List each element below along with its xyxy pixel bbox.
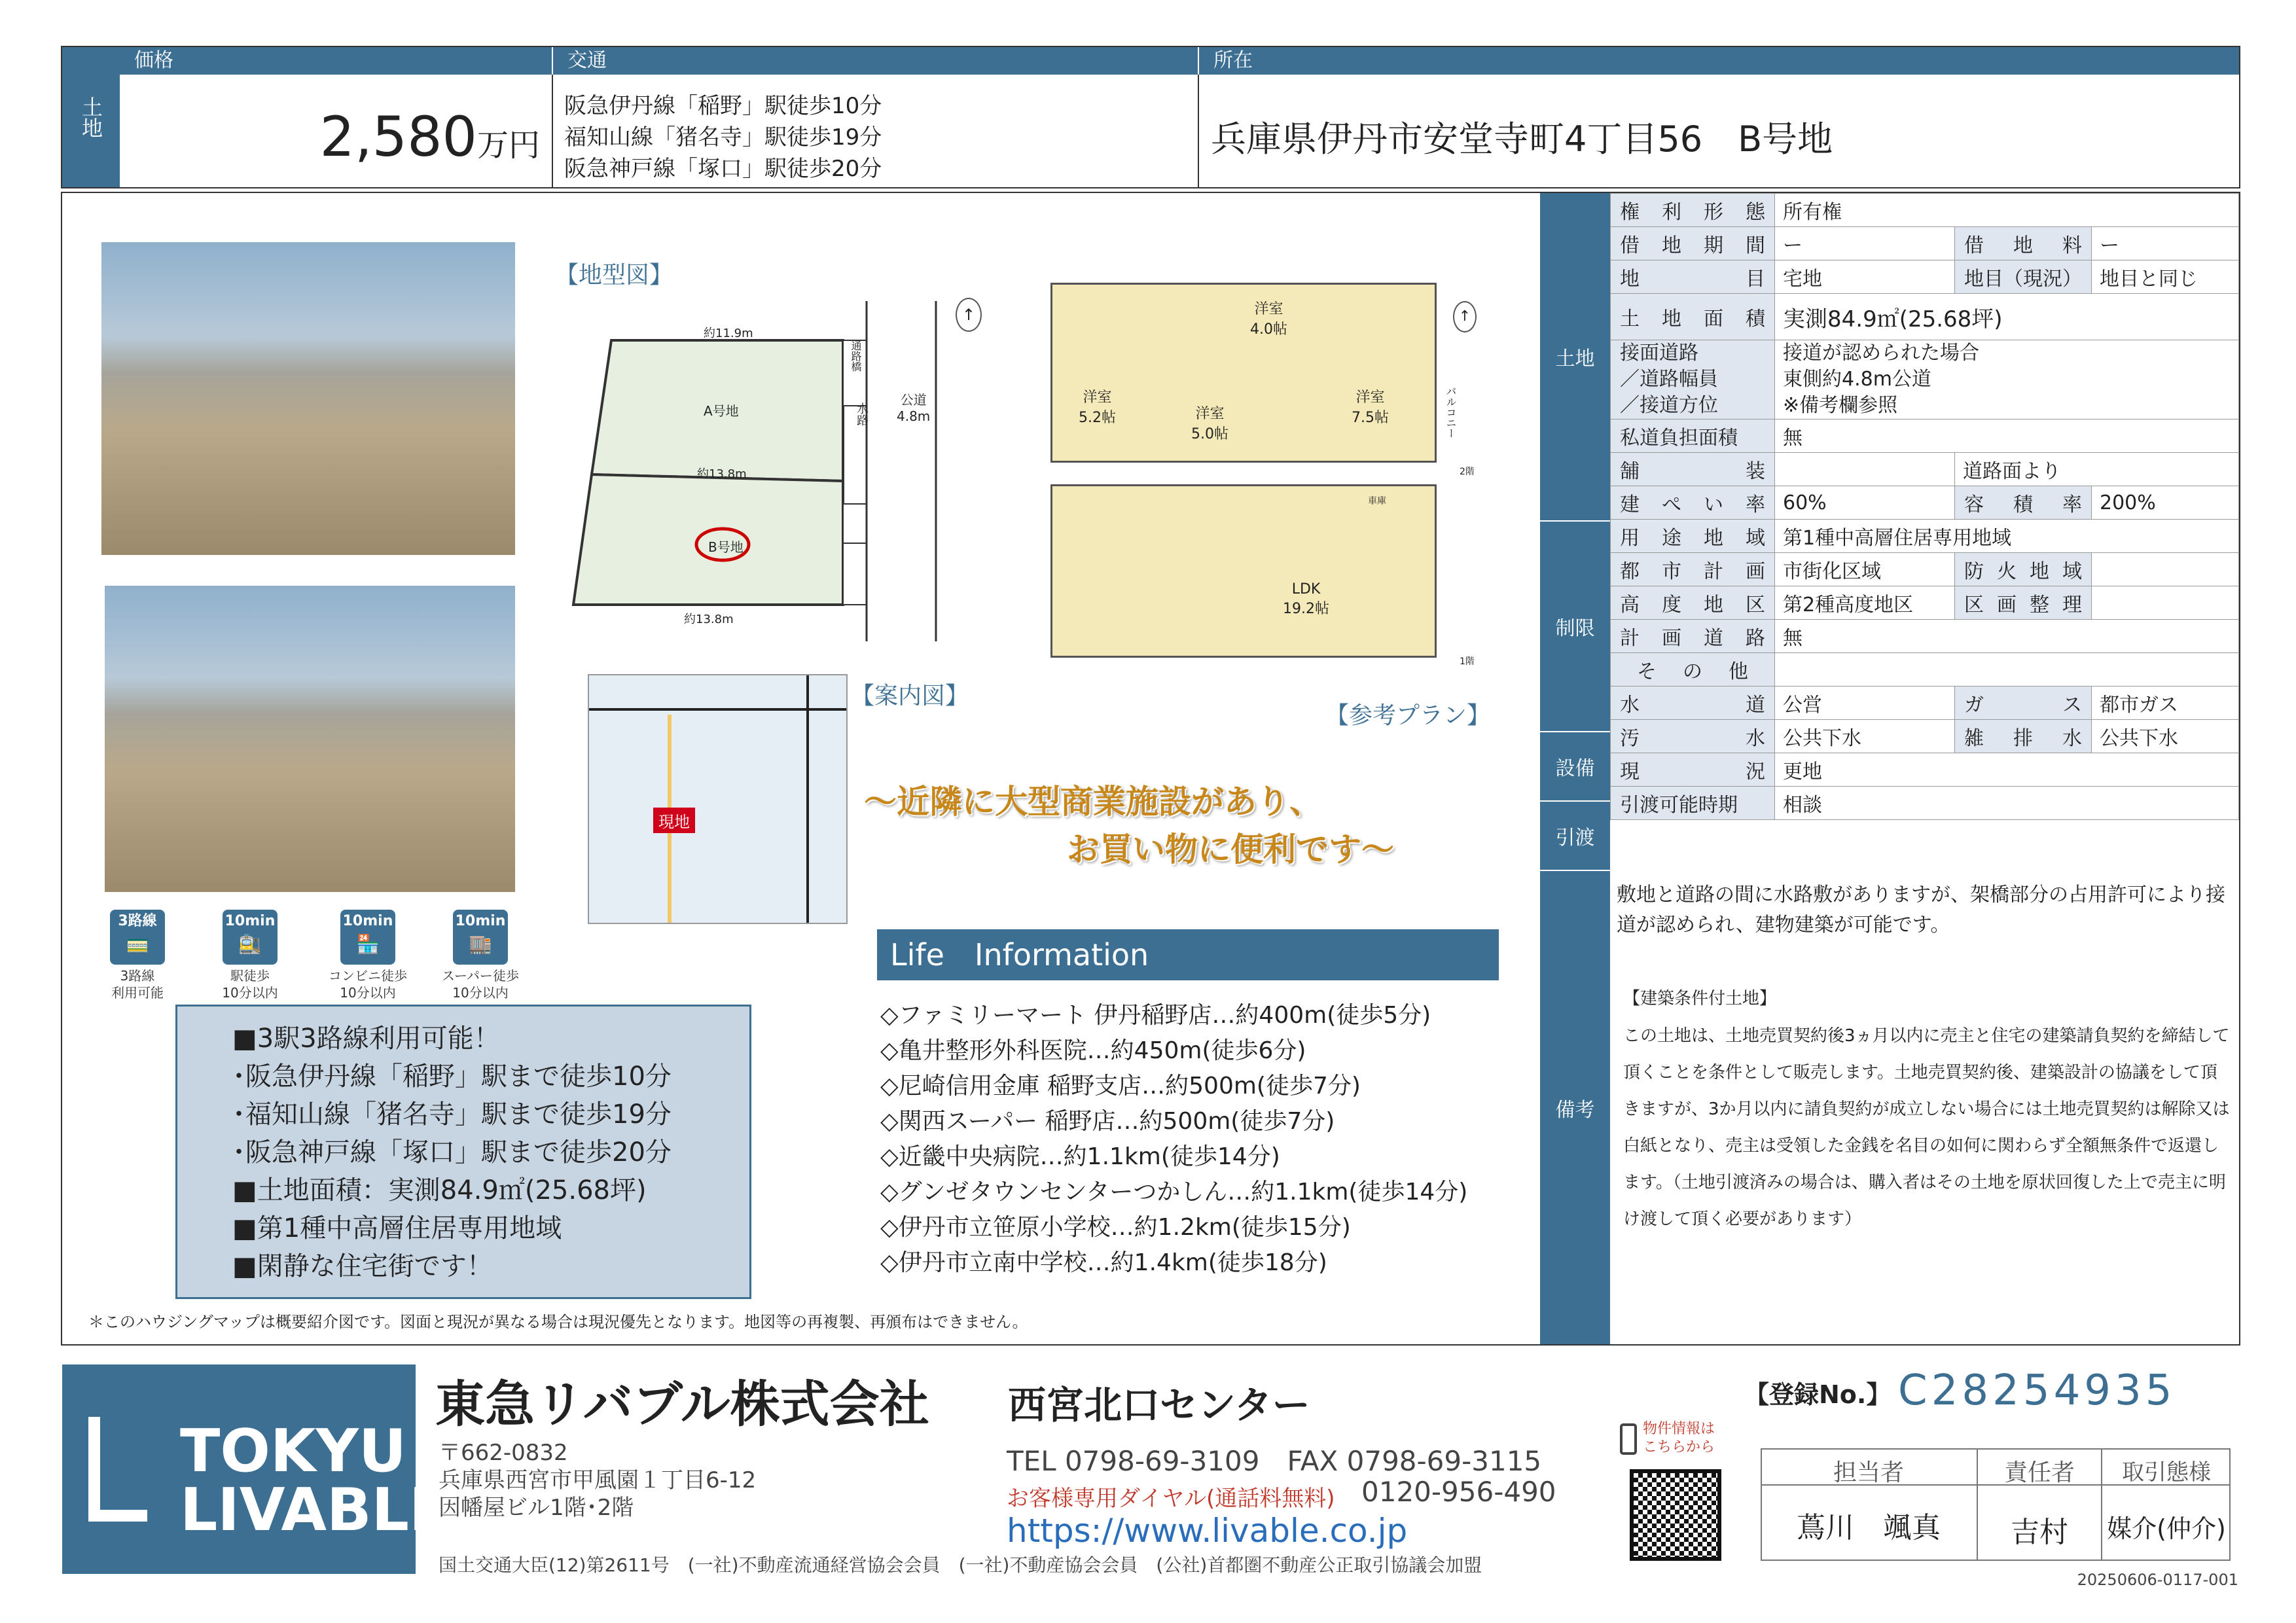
tanto-label: 担当者	[1833, 1459, 1904, 1486]
toshi-value: 市街化区域	[1775, 553, 1955, 586]
sonota-label: その他	[1611, 653, 1775, 687]
zip: 〒662-0832	[439, 1440, 568, 1466]
header-divider-2	[1198, 75, 1199, 187]
freedial-label: お客様専用ダイヤル(通話料無料)	[1007, 1486, 1335, 1512]
location-value: 兵庫県伊丹市安堂寺町4丁目56 B号地	[1211, 118, 1833, 160]
osui-label: 汚水	[1611, 720, 1775, 753]
genkyo-value: 更地	[1775, 753, 2239, 787]
location-label: 所在	[1199, 47, 2239, 75]
icon-top: 3路線	[118, 913, 157, 929]
life-item: ◇関西スーパー 稲野店…約500m(徒歩7分)	[880, 1108, 1335, 1135]
bouka-value	[2092, 553, 2239, 586]
jiki-label: 引渡可能時期	[1611, 787, 1775, 820]
catch-copy-1: ～近隣に大型商業施設があり、	[864, 783, 1322, 821]
sekinin-value: 吉村	[2011, 1516, 2068, 1549]
table-row	[1611, 260, 2239, 294]
life-item: ◇近畿中央病院…約1.1km(徒歩14分)	[880, 1143, 1280, 1170]
icon-caption: 駅徒歩 10分以内	[222, 968, 278, 1001]
address-2: 因幡屋ビル1階･2階	[439, 1495, 634, 1521]
site-photo-1	[101, 242, 515, 555]
disclaimer: ＊このハウジングマップは概要紹介図です。図面と現況が異なる場合は現況優先となります。地図等の再複製、再頒布はできません。	[88, 1313, 1028, 1331]
road-label: 公道 4.8m	[897, 392, 931, 424]
kenri-label: 権利形態	[1611, 194, 1775, 227]
table-row	[1611, 294, 2239, 340]
chimoku-genkyo-value: 地目と同じ	[2092, 260, 2239, 294]
kenpei-value: 60%	[1775, 486, 1955, 520]
catch-copy-2: お買い物に便利です～	[1067, 830, 1394, 868]
table-row	[1611, 620, 2239, 653]
yoto-label: 用途地域	[1611, 520, 1775, 553]
train-icon	[110, 910, 165, 965]
convenience-store-icon	[340, 910, 395, 965]
osui-value: 公共下水	[1775, 720, 1955, 753]
toshi-label: 都市計画	[1611, 553, 1775, 586]
price-unit: 万円	[476, 127, 540, 164]
table-row	[1611, 453, 2239, 486]
train-glyph: 🚃	[126, 933, 149, 955]
table-row	[1611, 687, 2239, 720]
life-info-list	[880, 998, 1467, 1281]
zatsu-value: 公共下水	[2092, 720, 2239, 753]
tanto-value: 蔦川 颯真	[1797, 1511, 1941, 1544]
chikeizu-title: 【地型図】	[555, 262, 673, 289]
phone-icon	[1620, 1423, 1637, 1455]
chimoku-label: 地目	[1611, 260, 1775, 294]
setsudo-value	[1775, 340, 2239, 419]
setsudo-label-1: 接面道路	[1620, 342, 1698, 365]
feature-item: ･阪急伊丹線「稲野」駅まで徒歩10分	[232, 1061, 672, 1092]
shakuchi-value: ー	[1775, 227, 1955, 260]
hoso-label: 舗装	[1611, 453, 1775, 486]
address-1: 兵庫県西宮市甲風園１丁目6-12	[439, 1467, 757, 1493]
registration-label: 【登録No.】	[1744, 1380, 1892, 1409]
freedial-number[interactable]: 0120-956-490	[1361, 1476, 1556, 1508]
room-yoshitsu-a: 洋室 4.0帖	[1250, 301, 1287, 338]
life-item: ◇グンゼタウンセンターつかしん…約1.1km(徒歩14分)	[880, 1179, 1468, 1205]
header-side-label: 土地	[62, 47, 120, 187]
feature-item: ■3駅3路線利用可能！	[232, 1024, 500, 1054]
shido-value: 無	[1775, 419, 2239, 453]
setsudo-1: 接道が認められた場合	[1783, 342, 1979, 365]
access-list	[564, 90, 882, 185]
features-list	[232, 1020, 672, 1285]
feature-item: ･福知山線「猪名寺」駅まで徒歩19分	[232, 1099, 672, 1130]
logo-mark	[88, 1417, 147, 1522]
sekinin-label: 責任者	[2003, 1459, 2075, 1486]
genkyo-label: 現況	[1611, 753, 1775, 787]
qr-label: 物件情報は こちらから	[1643, 1421, 1715, 1455]
dim-top: 約11.9m	[704, 327, 753, 340]
website-link[interactable]: https://www.livable.co.jp	[1007, 1512, 1408, 1550]
dim-bottom: 約13.8m	[684, 613, 734, 626]
kukaku-label: 区画整理	[1955, 586, 2092, 620]
room-yoshitsu-b: 洋室 5.2帖	[1079, 389, 1116, 426]
guide-map	[588, 674, 848, 924]
store-glyph: 🏪	[356, 933, 380, 955]
access-item: 阪急伊丹線「稲野」駅徒歩10分	[564, 93, 882, 119]
setsudo-3: ※備考欄参照	[1783, 394, 1898, 417]
chimoku-value: 宅地	[1775, 260, 1955, 294]
life-info-title: Life Information	[877, 929, 1499, 980]
north-arrow-icon: ↑	[956, 298, 982, 332]
license-line: 国土交通大臣(12)第2611号 (一社)不動産流通経営協会会員 (一社)不動産協会会員 (公社)首都圏不動産公正取引協議会加盟	[439, 1554, 1482, 1576]
logo-block	[62, 1364, 450, 1574]
kodo-value: 第2種高度地区	[1775, 586, 1955, 620]
shakuchiryo-label: 借地料	[1955, 227, 2092, 260]
price-number: 2,580	[319, 105, 477, 169]
room-ldk: LDK 19.2帖	[1283, 581, 1329, 617]
table-row	[1611, 520, 2239, 553]
table-row	[1611, 753, 2239, 787]
section-deliver: 引渡	[1540, 802, 1610, 870]
section-equip: 設備	[1540, 732, 1610, 800]
table-row	[1611, 194, 2239, 227]
life-item: ◇ファミリーマート 伊丹稲野店…約400m(徒歩5分)	[880, 1002, 1431, 1029]
notes-p2-title: 【建築条件付土地】	[1623, 989, 1777, 1008]
icon-caption: コンビニ徒歩 10分以内	[329, 968, 407, 1001]
bridge-2	[843, 504, 867, 543]
setsudo-2: 東側約4.8m公道	[1783, 368, 1931, 391]
gas-value: 都市ガス	[2092, 687, 2239, 720]
icon-top: 10min	[342, 913, 393, 929]
supermarket-icon	[453, 910, 508, 965]
table-row	[1611, 720, 2239, 753]
table-row	[1611, 419, 2239, 453]
gas-label: ガス	[1955, 687, 2092, 720]
menseki-value: 実測84.9㎡(25.68坪)	[1775, 294, 2239, 340]
lot-b-label: B号地	[708, 539, 744, 555]
zatsu-label: 雑排水	[1955, 720, 2092, 753]
hoso-blank	[1775, 453, 1955, 486]
section-land: 土地	[1540, 193, 1610, 520]
logo-text-1: TOKYU	[180, 1417, 406, 1486]
tel-fax: TEL 0798-69-3109 FAX 0798-69-3115	[1007, 1445, 1542, 1477]
shakuchiryo-value: ー	[2092, 227, 2239, 260]
notes-p2: この土地は、土地売買契約後3ヵ月以内に売主と住宅の建築請負契約を締結して頂くことを条件として販売します。土地売買契約後、建築設計の協議をして頂きますが、3か月以内に請負契約が成立しない場合には土地売買契約は解除又は白紙となり、売主は受領した金銭を名目の如何に関わらず全額無条件で返還します。（土地引渡済みの場合は、購入者はその土地を原状回復した上で売主に明け渡して頂く必要があります）	[1623, 1026, 2230, 1229]
station-glyph: 🚉	[238, 933, 262, 955]
torihiki-value: 媒介(仲介)	[2107, 1514, 2226, 1543]
life-item: ◇伊丹市立笹原小学校…約1.2km(徒歩15分)	[880, 1214, 1351, 1241]
suido-label: 水道	[1611, 687, 1775, 720]
table-row	[1611, 486, 2239, 520]
water-label: 水路	[855, 402, 869, 426]
access-item: 福知山線「猪名寺」駅徒歩19分	[564, 124, 882, 151]
kenri-value: 所有権	[1775, 194, 2239, 227]
north-arrow-icon: ↑	[1453, 301, 1477, 332]
registration-number: C28254935	[1898, 1366, 2176, 1415]
room-yoshitsu-d: 洋室 7.5帖	[1352, 389, 1389, 426]
yoseki-value: 200%	[2092, 486, 2239, 520]
price-value	[124, 105, 540, 169]
shido-label: 私道負担面積	[1611, 419, 1775, 453]
floor2-label: 2階	[1460, 467, 1475, 477]
feature-item: ■閑静な住宅街です！	[232, 1251, 493, 1281]
life-item: ◇尼崎信用金庫 稲野支店…約500m(徒歩7分)	[880, 1073, 1361, 1099]
shakuchi-label: 借地期間	[1611, 227, 1775, 260]
table-row	[1611, 586, 2239, 620]
dim-mid: 約13.8m	[697, 467, 747, 481]
feature-item: ■第1種中高層住居専用地域	[232, 1213, 562, 1243]
room-yoshitsu-c: 洋室 5.0帖	[1191, 406, 1229, 442]
table-row	[1611, 653, 2239, 687]
yoto-value: 第1種中高層住居専用地域	[1775, 520, 2239, 553]
section-limit: 制限	[1540, 522, 1610, 731]
annaizu-title: 【案内図】	[851, 683, 969, 709]
shop-glyph: 🏬	[469, 933, 492, 955]
kodo-label: 高度地区	[1611, 586, 1775, 620]
floor1-plan	[1050, 484, 1437, 658]
kenpei-label: 建ぺい率	[1611, 486, 1775, 520]
qr-code[interactable]	[1630, 1469, 1721, 1561]
table-row	[1611, 227, 2239, 260]
icon-top: 10min	[455, 913, 506, 929]
icon-caption: スーパー徒歩 10分以内	[442, 968, 519, 1001]
suido-value: 公営	[1775, 687, 1955, 720]
setsudo-label-2: ／道路幅員	[1620, 368, 1718, 391]
access-item: 阪急神戸線「塚口」駅徒歩20分	[564, 156, 882, 182]
notes-p1: 敷地と道路の間に水路敷がありますが、架橋部分の占用許可により接道が認められ、建物建築が可能です。	[1617, 883, 2225, 936]
keikaku-label: 計画道路	[1611, 620, 1775, 653]
sanko-plan-title: 【参考プラン】	[1325, 702, 1491, 729]
table-row	[1611, 340, 2239, 419]
jiki-value: 相談	[1775, 787, 2239, 820]
genchi-marker: 現地	[653, 808, 695, 833]
sonota-value	[1775, 653, 2239, 687]
floor2-plan	[1050, 283, 1437, 463]
torihiki-label: 取引態様	[2122, 1459, 2211, 1486]
floor1-label: 1階	[1460, 656, 1475, 667]
site-photo-2	[105, 586, 515, 892]
bridge-label: 通路橋	[850, 340, 862, 372]
icon-caption: 3路線 利用可能	[111, 968, 164, 1001]
setsudo-label-3: ／接道方位	[1620, 394, 1718, 417]
feature-item: ･阪急神戸線「塚口」駅まで徒歩20分	[232, 1137, 672, 1168]
doc-id: 20250606-0117-001	[2077, 1571, 2238, 1589]
table-row	[1611, 787, 2239, 820]
bouka-label: 防火地域	[1955, 553, 2092, 586]
section-notes: 備考	[1540, 871, 1610, 1344]
life-item: ◇伊丹市立南中学校…約1.4km(徒歩18分)	[880, 1249, 1327, 1276]
property-table	[1610, 193, 2239, 820]
life-item: ◇亀井整形外科医院…約450m(徒歩6分)	[880, 1037, 1306, 1064]
access-label: 交通	[553, 47, 1198, 75]
station-icon	[223, 910, 278, 965]
bridge-3	[843, 543, 867, 605]
icon-top: 10min	[224, 913, 276, 929]
lot-map	[563, 288, 1034, 654]
balcony-label: バルコニー	[1444, 386, 1457, 438]
hoso-value: 道路面より	[1955, 453, 2239, 486]
lot-a-label: A号地	[704, 403, 739, 419]
menseki-label: 土地面積	[1611, 294, 1775, 340]
feature-item: ■土地面積：実測84.9㎡(25.68坪)	[232, 1175, 647, 1205]
price-label: 価格	[120, 47, 552, 75]
keikaku-value: 無	[1775, 620, 2239, 653]
parking-label: 車庫	[1368, 496, 1386, 507]
table-row	[1611, 553, 2239, 586]
logo-text-2: LIVABLE	[180, 1476, 450, 1544]
chimoku-genkyo-label: 地目（現況）	[1955, 260, 2092, 294]
map-road-v	[806, 675, 809, 924]
branch-name: 西宮北口センター	[1008, 1383, 1310, 1427]
company-name: 東急リバブル株式会社	[435, 1375, 929, 1433]
yoseki-label: 容積率	[1955, 486, 2092, 520]
header-divider-1	[552, 75, 553, 187]
kukaku-value	[2092, 586, 2239, 620]
setsudo-label	[1611, 340, 1775, 419]
